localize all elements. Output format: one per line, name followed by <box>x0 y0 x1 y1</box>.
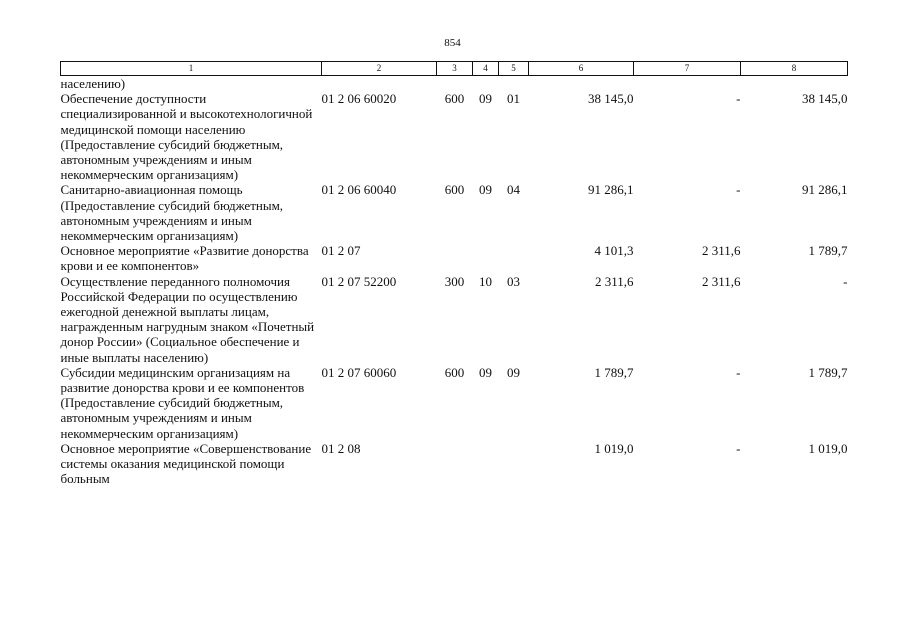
subsection-code <box>499 243 529 273</box>
amount-col8: 1 789,7 <box>808 364 848 380</box>
column-header: 7 <box>634 62 741 76</box>
subsection-code: 04 <box>507 182 520 198</box>
expense-type <box>437 76 473 92</box>
section-code <box>473 243 499 273</box>
section-code: 09 <box>479 91 492 107</box>
target-code: 01 2 06 60040 <box>321 182 397 198</box>
item-name: населению) <box>60 76 126 91</box>
amount-total <box>529 76 634 92</box>
target-code <box>322 76 437 92</box>
table-row <box>61 91 848 182</box>
subsection-code: 03 <box>507 273 520 289</box>
column-header: 2 <box>322 62 437 76</box>
amount-col8 <box>741 76 848 92</box>
amount-col7: - <box>736 182 741 198</box>
target-code: 01 2 07 60060 <box>321 364 397 380</box>
table-row <box>61 243 848 273</box>
amount-col8: 1 019,0 <box>808 440 848 456</box>
table-row <box>61 182 848 243</box>
amount-col7: - <box>736 91 741 107</box>
item-name: Обеспечение доступности специализированной и высокотехнологичной медицинской помощи населению (Предоставление субсидий бюджетным, автономным учреждениям и иным некоммерческим организациям) <box>60 91 313 183</box>
table-row <box>61 365 848 441</box>
expense-type: 600 <box>444 182 465 198</box>
section-code: 09 <box>479 182 492 198</box>
subsection-code <box>499 441 529 487</box>
section-code: 09 <box>479 364 492 380</box>
column-header: 6 <box>529 62 634 76</box>
amount-col8: 91 286,1 <box>802 182 848 198</box>
target-code: 01 2 07 <box>321 243 361 259</box>
table-row <box>61 441 848 487</box>
target-code: 01 2 06 60020 <box>321 91 397 107</box>
amount-total: 1 789,7 <box>594 364 634 380</box>
expense-type: 300 <box>444 273 465 289</box>
amount-col7: 2 311,6 <box>701 273 741 289</box>
table-row <box>61 274 848 365</box>
expense-type: 600 <box>444 91 465 107</box>
column-header: 4 <box>473 62 499 76</box>
expense-type <box>437 441 473 487</box>
amount-total: 4 101,3 <box>594 243 634 259</box>
amount-col7: 2 311,6 <box>701 243 741 259</box>
subsection-code <box>499 76 529 92</box>
amount-total: 38 145,0 <box>588 91 634 107</box>
table-row <box>61 76 848 92</box>
amount-total: 91 286,1 <box>588 182 634 198</box>
column-header: 1 <box>61 62 322 76</box>
subsection-code: 01 <box>507 91 520 107</box>
amount-col7 <box>634 76 741 92</box>
item-name: Субсидии медицинским организациям на развитие донорства крови и ее компонентов (Предоставление субсидий бюджетным, автономным учреждениям и иным некоммерческим организациям) <box>60 364 305 441</box>
subsection-code: 09 <box>507 364 520 380</box>
item-name: Санитарно-авиационная помощь (Предоставление субсидий бюджетным, автономным учреждениям и иным некоммерческим организациям) <box>60 182 284 244</box>
amount-col8: 38 145,0 <box>802 91 848 107</box>
budget-table <box>60 61 848 486</box>
amount-total: 2 311,6 <box>594 273 634 289</box>
header-row <box>61 62 848 76</box>
item-name: Осуществление переданного полномочия Российской Федерации по осуществлению ежегодной денежной выплаты лицам, награжденным нагрудным знаком «Почетный донор России» (Социальное обеспечение и иные выплаты населению) <box>60 273 315 365</box>
target-code: 01 2 08 <box>321 440 361 456</box>
amount-col8: - <box>843 273 848 289</box>
item-name: Основное мероприятие «Совершенствование системы оказания медицинской помощи больным <box>60 440 312 487</box>
page-number: 854 <box>444 37 461 49</box>
item-name: Основное мероприятие «Развитие донорства крови и ее компонентов» <box>60 243 309 274</box>
column-header: 3 <box>437 62 473 76</box>
amount-col8: 1 789,7 <box>808 243 848 259</box>
amount-col7: - <box>736 364 741 380</box>
amount-col7: - <box>736 440 741 456</box>
expense-type: 600 <box>444 364 465 380</box>
column-header: 8 <box>741 62 848 76</box>
amount-total: 1 019,0 <box>594 440 634 456</box>
section-code: 10 <box>479 273 492 289</box>
column-header: 5 <box>499 62 529 76</box>
target-code: 01 2 07 52200 <box>321 273 397 289</box>
section-code <box>473 441 499 487</box>
section-code <box>473 76 499 92</box>
expense-type <box>437 243 473 273</box>
